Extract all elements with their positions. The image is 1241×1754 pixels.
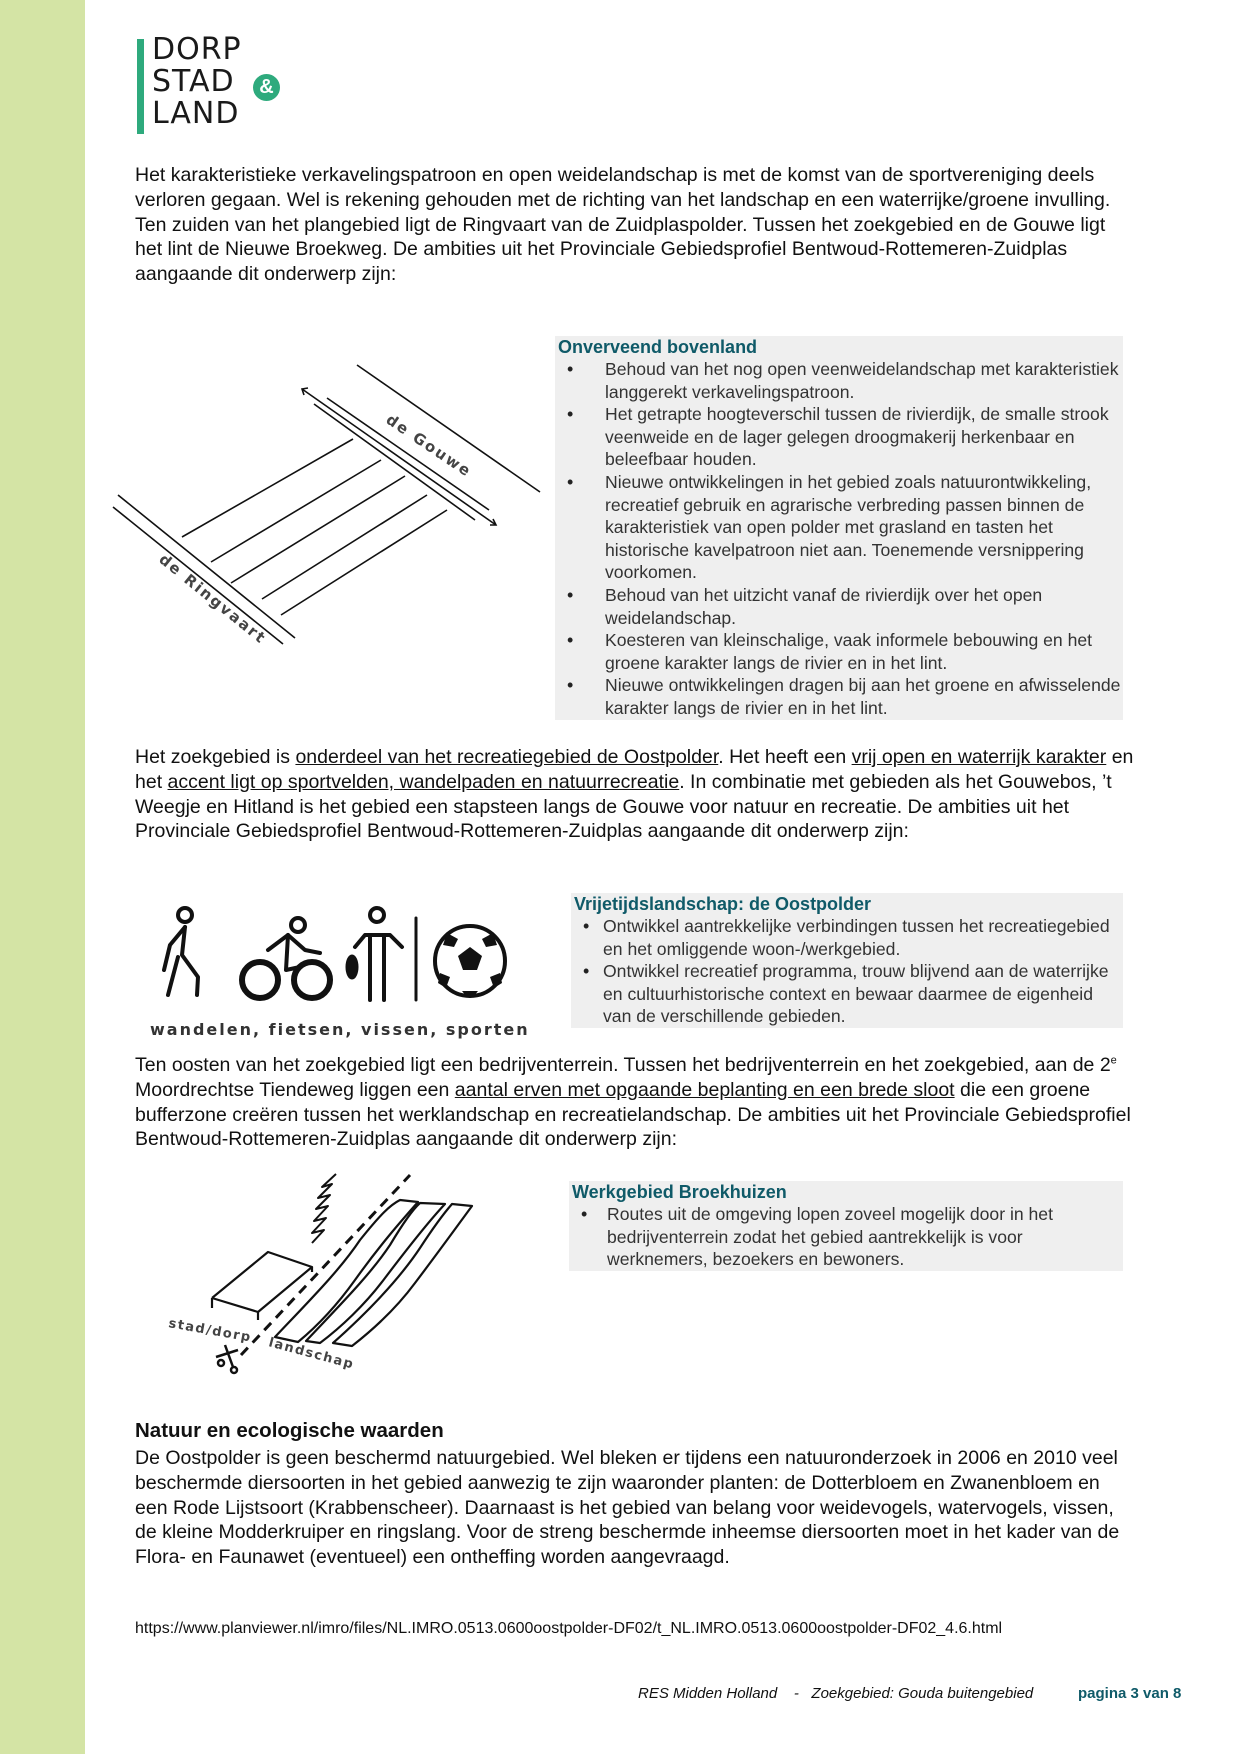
box-title: Vrijetijdslandschap: de Oostpolder bbox=[571, 893, 1123, 915]
soccer-ball-icon bbox=[435, 926, 505, 996]
underlined-phrase: accent ligt op sportvelden, wandelpaden en natuurrecreatie bbox=[167, 770, 680, 793]
page-sidebar-band bbox=[0, 0, 85, 1754]
underlined-phrase: vrij open en waterrijk karakter bbox=[851, 746, 1107, 768]
intro-paragraph: Het karakteristieke verkavelingspatroon en open weidelandschap is met de komst van de sportvereniging deels verloren gegaan. Wel is rekening gehouden met de richting van het landschap en een waterrijke/groene invulling. Ten zuiden van het plangebied ligt de Ringvaart van de Zuidplaspolder. Tussen het zoekgebied en de Gouwe ligt het lint de Nieuwe Broekweg. De ambities uit het Provinciale Gebiedsprofiel Bentwoud-Rottemeren-Zuidplas aangaande dit onderwerp zijn: bbox=[135, 164, 1111, 286]
recreation-pictograms bbox=[140, 895, 520, 1015]
label-de-gouwe: de Gouwe bbox=[382, 410, 476, 481]
section-heading-nature: Natuur en ecologische waarden bbox=[135, 1419, 444, 1442]
logo-accent-bar bbox=[137, 39, 144, 134]
ambition-item: • Ontwikkel recreatief programma, trouw blijvend aan de waterrijke en cultuurhistorische context en bewaar daarmee de eigenheid van de verschillende gebieden. bbox=[571, 960, 1123, 1028]
label-stad-dorp: stad/dorp bbox=[167, 1316, 253, 1346]
footer-page-number: pagina 3 van 8 bbox=[1078, 1685, 1182, 1702]
city-landscape-transition-diagram bbox=[140, 1160, 560, 1385]
polder-layout-diagram bbox=[100, 350, 550, 650]
underlined-phrase: onderdeel van het recreatiegebied de Oostpolder bbox=[295, 746, 719, 768]
footer-document-title: RES Midden Holland - Zoekgebied: Gouda buitengebied bbox=[638, 1685, 1034, 1702]
cycling-icon bbox=[242, 918, 330, 998]
underlined-phrase: aantal erven met opgaande beplanting en een brede sloot bbox=[454, 1078, 955, 1101]
ambition-item: • Behoud van het uitzicht vanaf de rivierdijk over het open weidelandschap. bbox=[555, 584, 1123, 629]
scissors-icon bbox=[216, 1345, 238, 1373]
nature-paragraph: De Oostpolder is geen beschermd natuurgebied. Wel bleken er tijdens een natuuronderzoek in 2006 en 2010 veel beschermde diersoorten in het gebied aanwezig te zijn waaronder planten: de Dotterbloem en Zwanenbloem en een Rode Lijstsoort (Krabbenscheer). Daarnaast is het gebied van belang voor weidevogels, watervogels, vissen, de kleine Modderkruiper en ringslang. Voor de streng beschermde inheemse diersoorten moet in het kader van de Flora- en Faunawet (eventueel) een ontheffing worden aangevraagd. bbox=[135, 1447, 1120, 1569]
logo-line-stad: STAD bbox=[152, 64, 235, 99]
ambition-item: • Het getrapte hoogteverschil tussen de rivierdijk, de smalle strook veenweide en de lager gelegen droogmakerij herkenbaar en beleefbaar houden. bbox=[555, 403, 1123, 471]
ambition-item: • Routes uit de omgeving lopen zoveel mogelijk door in het bedrijventerrein zodat het gebied aantrekkelijk is voor werknemers, bezoekers en bewoners. bbox=[569, 1203, 1123, 1271]
ambition-list bbox=[569, 1203, 1123, 1271]
ambition-list bbox=[555, 358, 1123, 720]
recreation-paragraph: Het zoekgebied is onderdeel van het recreatiegebied de Oostpolder. Het heeft een vrij open en waterrijk karakter en het accent ligt op sportvelden, wandelpaden en natuurrecreatie. In combinatie met gebieden als het Gouwebos, ’t Weegje en Hitland is het gebied een stapsteen langs de Gouwe voor natuur en recreatie. De ambities uit het Provinciale Gebiedsprofiel Bentwoud-Rottemeren-Zuidplas aangaande dit onderwerp zijn: bbox=[135, 746, 1134, 843]
label-landschap: landschap bbox=[266, 1335, 356, 1373]
logo-line-land: LAND bbox=[152, 96, 240, 131]
ambition-item: • Nieuwe ontwikkelingen dragen bij aan het groene en afwisselende karakter langs de rivier en in het lint. bbox=[555, 674, 1123, 719]
ambition-item: • Behoud van het nog open veenweidelandschap met karakteristiek langgerekt verkavelingspatroon. bbox=[555, 358, 1123, 403]
business-park-paragraph: Ten oosten van het zoekgebied ligt een bedrijventerrein. Tussen het bedrijventerrein en het zoekgebied, aan de 2e Moordrechtse Tiendeweg liggen een aantal erven met opgaande beplanting en een brede sloot die een groene bufferzone creëren tussen het werklandschap en recreatielandschap. De ambities uit het Provinciale Gebiedsprofiel Bentwoud-Rottemeren-Zuidplas aangaande dit onderwerp zijn: bbox=[135, 1054, 1131, 1151]
ambition-box-onverveend-bovenland bbox=[555, 336, 1123, 720]
ambition-list bbox=[571, 915, 1123, 1028]
ambition-item: • Nieuwe ontwikkelingen in het gebied zoals natuurontwikkeling, recreatief gebruik en agrarische verbreding passen binnen de karakteristiek van open polder met grasland en tasten het historische kavelpatroon niet aan. Toenemende versnippering voorkomen. bbox=[555, 471, 1123, 584]
logo-line-dorp: DORP bbox=[152, 32, 242, 67]
ambition-item: • Ontwikkel aantrekkelijke verbindingen tussen het recreatiegebied en het omliggende woon-/werkgebied. bbox=[571, 915, 1123, 960]
fishing-icon bbox=[346, 908, 416, 1000]
walking-icon bbox=[164, 908, 198, 995]
box-title: Onverveend bovenland bbox=[555, 336, 1123, 358]
logo-wordmark bbox=[152, 34, 242, 130]
ambition-box-werkgebied-broekhuizen bbox=[569, 1181, 1123, 1271]
ambition-box-vrijetijdslandschap bbox=[571, 893, 1123, 1028]
pictogram-caption: wandelen, fietsen, vissen, sporten bbox=[150, 1020, 530, 1039]
ambition-item: • Koesteren van kleinschalige, vaak informele bebouwing en het groene karakter langs de rivier en in het lint. bbox=[555, 629, 1123, 674]
source-url-link[interactable]: https://www.planviewer.nl/imro/files/NL.IMRO.0513.0600oostpolder-DF02/t_NL.IMRO.0513.0600oostpolder-DF02_4.6.html bbox=[135, 1620, 1003, 1637]
box-title: Werkgebied Broekhuizen bbox=[569, 1181, 1123, 1203]
label-de-ringvaart: de Ringvaart bbox=[155, 550, 271, 648]
logo-ampersand-badge: & bbox=[253, 74, 280, 101]
